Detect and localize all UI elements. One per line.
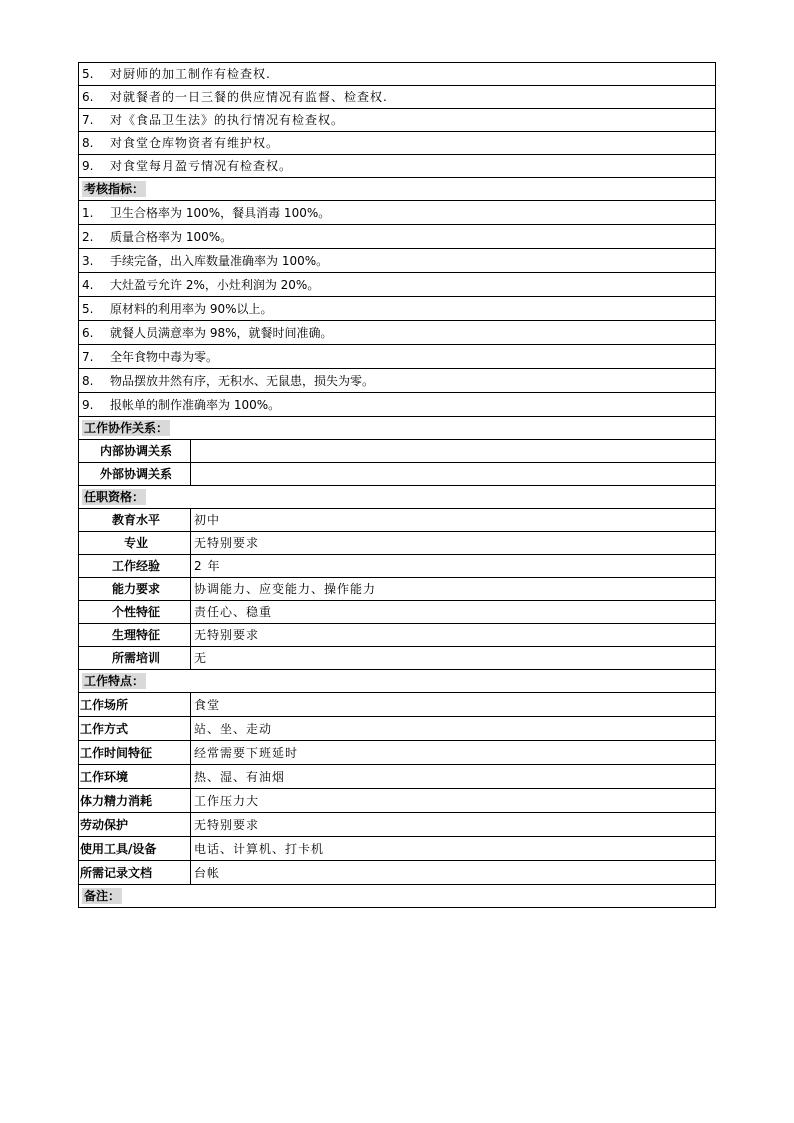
item-text: 对厨师的加工制作有检查权. — [110, 67, 271, 81]
work-feature-row — [79, 789, 716, 813]
qualification-value: 初中 — [191, 509, 716, 532]
item-text: 手续完备，出入库数量准确率为 100%。 — [110, 253, 329, 268]
work-feature-value: 热、湿、有油烟 — [191, 765, 716, 789]
work-feature-row — [79, 861, 716, 885]
work-feature-label: 劳动保护 — [79, 813, 191, 837]
qualification-value: 无 — [191, 647, 716, 670]
qualification-label: 教育水平 — [79, 509, 191, 532]
item-text: 质量合格率为 100%。 — [110, 229, 233, 244]
work-feature-value: 无特别要求 — [191, 813, 716, 837]
work-feature-value: 电话、计算机、打卡机 — [191, 837, 716, 861]
item-text: 对《食品卫生法》的执行情况有检查权。 — [110, 113, 345, 127]
kpi-row — [79, 201, 716, 225]
item-text: 大灶盈亏允许 2%，小灶利润为 20%。 — [110, 277, 320, 292]
qualification-row — [79, 578, 716, 601]
kpi-row — [79, 225, 716, 249]
item-number: 4. — [82, 277, 94, 292]
work-feature-row — [79, 717, 716, 741]
work-feature-row — [79, 693, 716, 717]
job-description-table — [78, 62, 716, 908]
internal-coordination-row — [79, 440, 716, 463]
item-text: 对食堂仓库物资者有维护权。 — [110, 136, 280, 150]
item-number: 5. — [82, 67, 94, 81]
item-number: 9. — [82, 397, 94, 412]
work-features-section-header — [79, 670, 716, 693]
qualification-label: 所需培训 — [79, 647, 191, 670]
remarks-row — [79, 885, 716, 908]
work-feature-label: 使用工具/设备 — [79, 837, 191, 861]
work-feature-label: 工作时间特征 — [79, 741, 191, 765]
qualification-row — [79, 509, 716, 532]
qualification-row — [79, 647, 716, 670]
item-number: 7. — [82, 349, 94, 364]
item-text: 对食堂每月盈亏情况有检查权。 — [110, 159, 293, 173]
kpi-row — [79, 321, 716, 345]
work-feature-row — [79, 765, 716, 789]
qualifications-section-header — [79, 486, 716, 509]
authority-row — [79, 132, 716, 155]
qualification-label: 工作经验 — [79, 555, 191, 578]
item-text: 全年食物中毒为零。 — [110, 349, 219, 364]
qualification-value: 无特别要求 — [191, 532, 716, 555]
qualification-label: 个性特征 — [79, 601, 191, 624]
cooperation-section-header — [79, 417, 716, 440]
authority-row — [79, 63, 716, 86]
item-number: 8. — [82, 373, 94, 388]
qualification-value: 无特别要求 — [191, 624, 716, 647]
kpi-row — [79, 249, 716, 273]
internal-coordination-value — [191, 440, 716, 463]
section-title: 考核指标： — [84, 182, 145, 196]
work-feature-row — [79, 813, 716, 837]
item-number: 5. — [82, 301, 94, 316]
item-number: 9. — [82, 159, 94, 173]
work-feature-value: 食堂 — [191, 693, 716, 717]
qualification-value: 协调能力、应变能力、操作能力 — [191, 578, 716, 601]
qualification-label: 能力要求 — [79, 578, 191, 601]
section-title: 工作特点： — [84, 674, 145, 688]
kpi-row — [79, 393, 716, 417]
internal-coordination-label: 内部协调关系 — [79, 440, 191, 463]
work-feature-value: 工作压力大 — [191, 789, 716, 813]
kpi-row — [79, 297, 716, 321]
work-feature-row — [79, 741, 716, 765]
work-feature-label: 所需记录文档 — [79, 861, 191, 885]
authority-row — [79, 86, 716, 109]
external-coordination-label: 外部协调关系 — [79, 463, 191, 486]
item-number: 2. — [82, 229, 94, 244]
external-coordination-value — [191, 463, 716, 486]
item-text: 原材料的利用率为 90%以上。 — [110, 301, 273, 316]
item-text: 报帐单的制作准确率为 100%。 — [110, 397, 281, 412]
qualification-row — [79, 624, 716, 647]
kpi-row — [79, 369, 716, 393]
authority-row — [79, 155, 716, 178]
qualification-value: 责任心、稳重 — [191, 601, 716, 624]
section-title: 任职资格： — [84, 490, 145, 504]
kpi-row — [79, 345, 716, 369]
kpi-row — [79, 273, 716, 297]
qualification-value: 2 年 — [191, 555, 716, 578]
work-feature-label: 体力精力消耗 — [79, 789, 191, 813]
work-feature-label: 工作场所 — [79, 693, 191, 717]
kpi-section-header — [79, 178, 716, 201]
qualification-row — [79, 601, 716, 624]
qualification-label: 生理特征 — [79, 624, 191, 647]
item-number: 7. — [82, 113, 94, 127]
qualification-label: 专业 — [79, 532, 191, 555]
work-feature-label: 工作方式 — [79, 717, 191, 741]
item-number: 8. — [82, 136, 94, 150]
work-feature-row — [79, 837, 716, 861]
item-number: 6. — [82, 90, 94, 104]
work-feature-value: 台帐 — [191, 861, 716, 885]
work-feature-value: 经常需要下班延时 — [191, 741, 716, 765]
item-text: 卫生合格率为 100%，餐具消毒 100%。 — [110, 205, 331, 220]
item-number: 3. — [82, 253, 94, 268]
qualification-row — [79, 532, 716, 555]
item-number: 6. — [82, 325, 94, 340]
item-text: 就餐人员满意率为 98%，就餐时间准确。 — [110, 325, 333, 340]
section-title: 工作协作关系： — [84, 421, 169, 435]
work-feature-label: 工作环境 — [79, 765, 191, 789]
qualification-row — [79, 555, 716, 578]
work-feature-value: 站、坐、走动 — [191, 717, 716, 741]
remarks-title: 备注： — [84, 889, 121, 903]
item-text: 对就餐者的一日三餐的供应情况有监督、检查权. — [110, 90, 388, 104]
item-text: 物品摆放井然有序，无积水、无鼠患，损失为零。 — [110, 373, 375, 388]
authority-row — [79, 109, 716, 132]
external-coordination-row — [79, 463, 716, 486]
item-number: 1. — [82, 205, 94, 220]
